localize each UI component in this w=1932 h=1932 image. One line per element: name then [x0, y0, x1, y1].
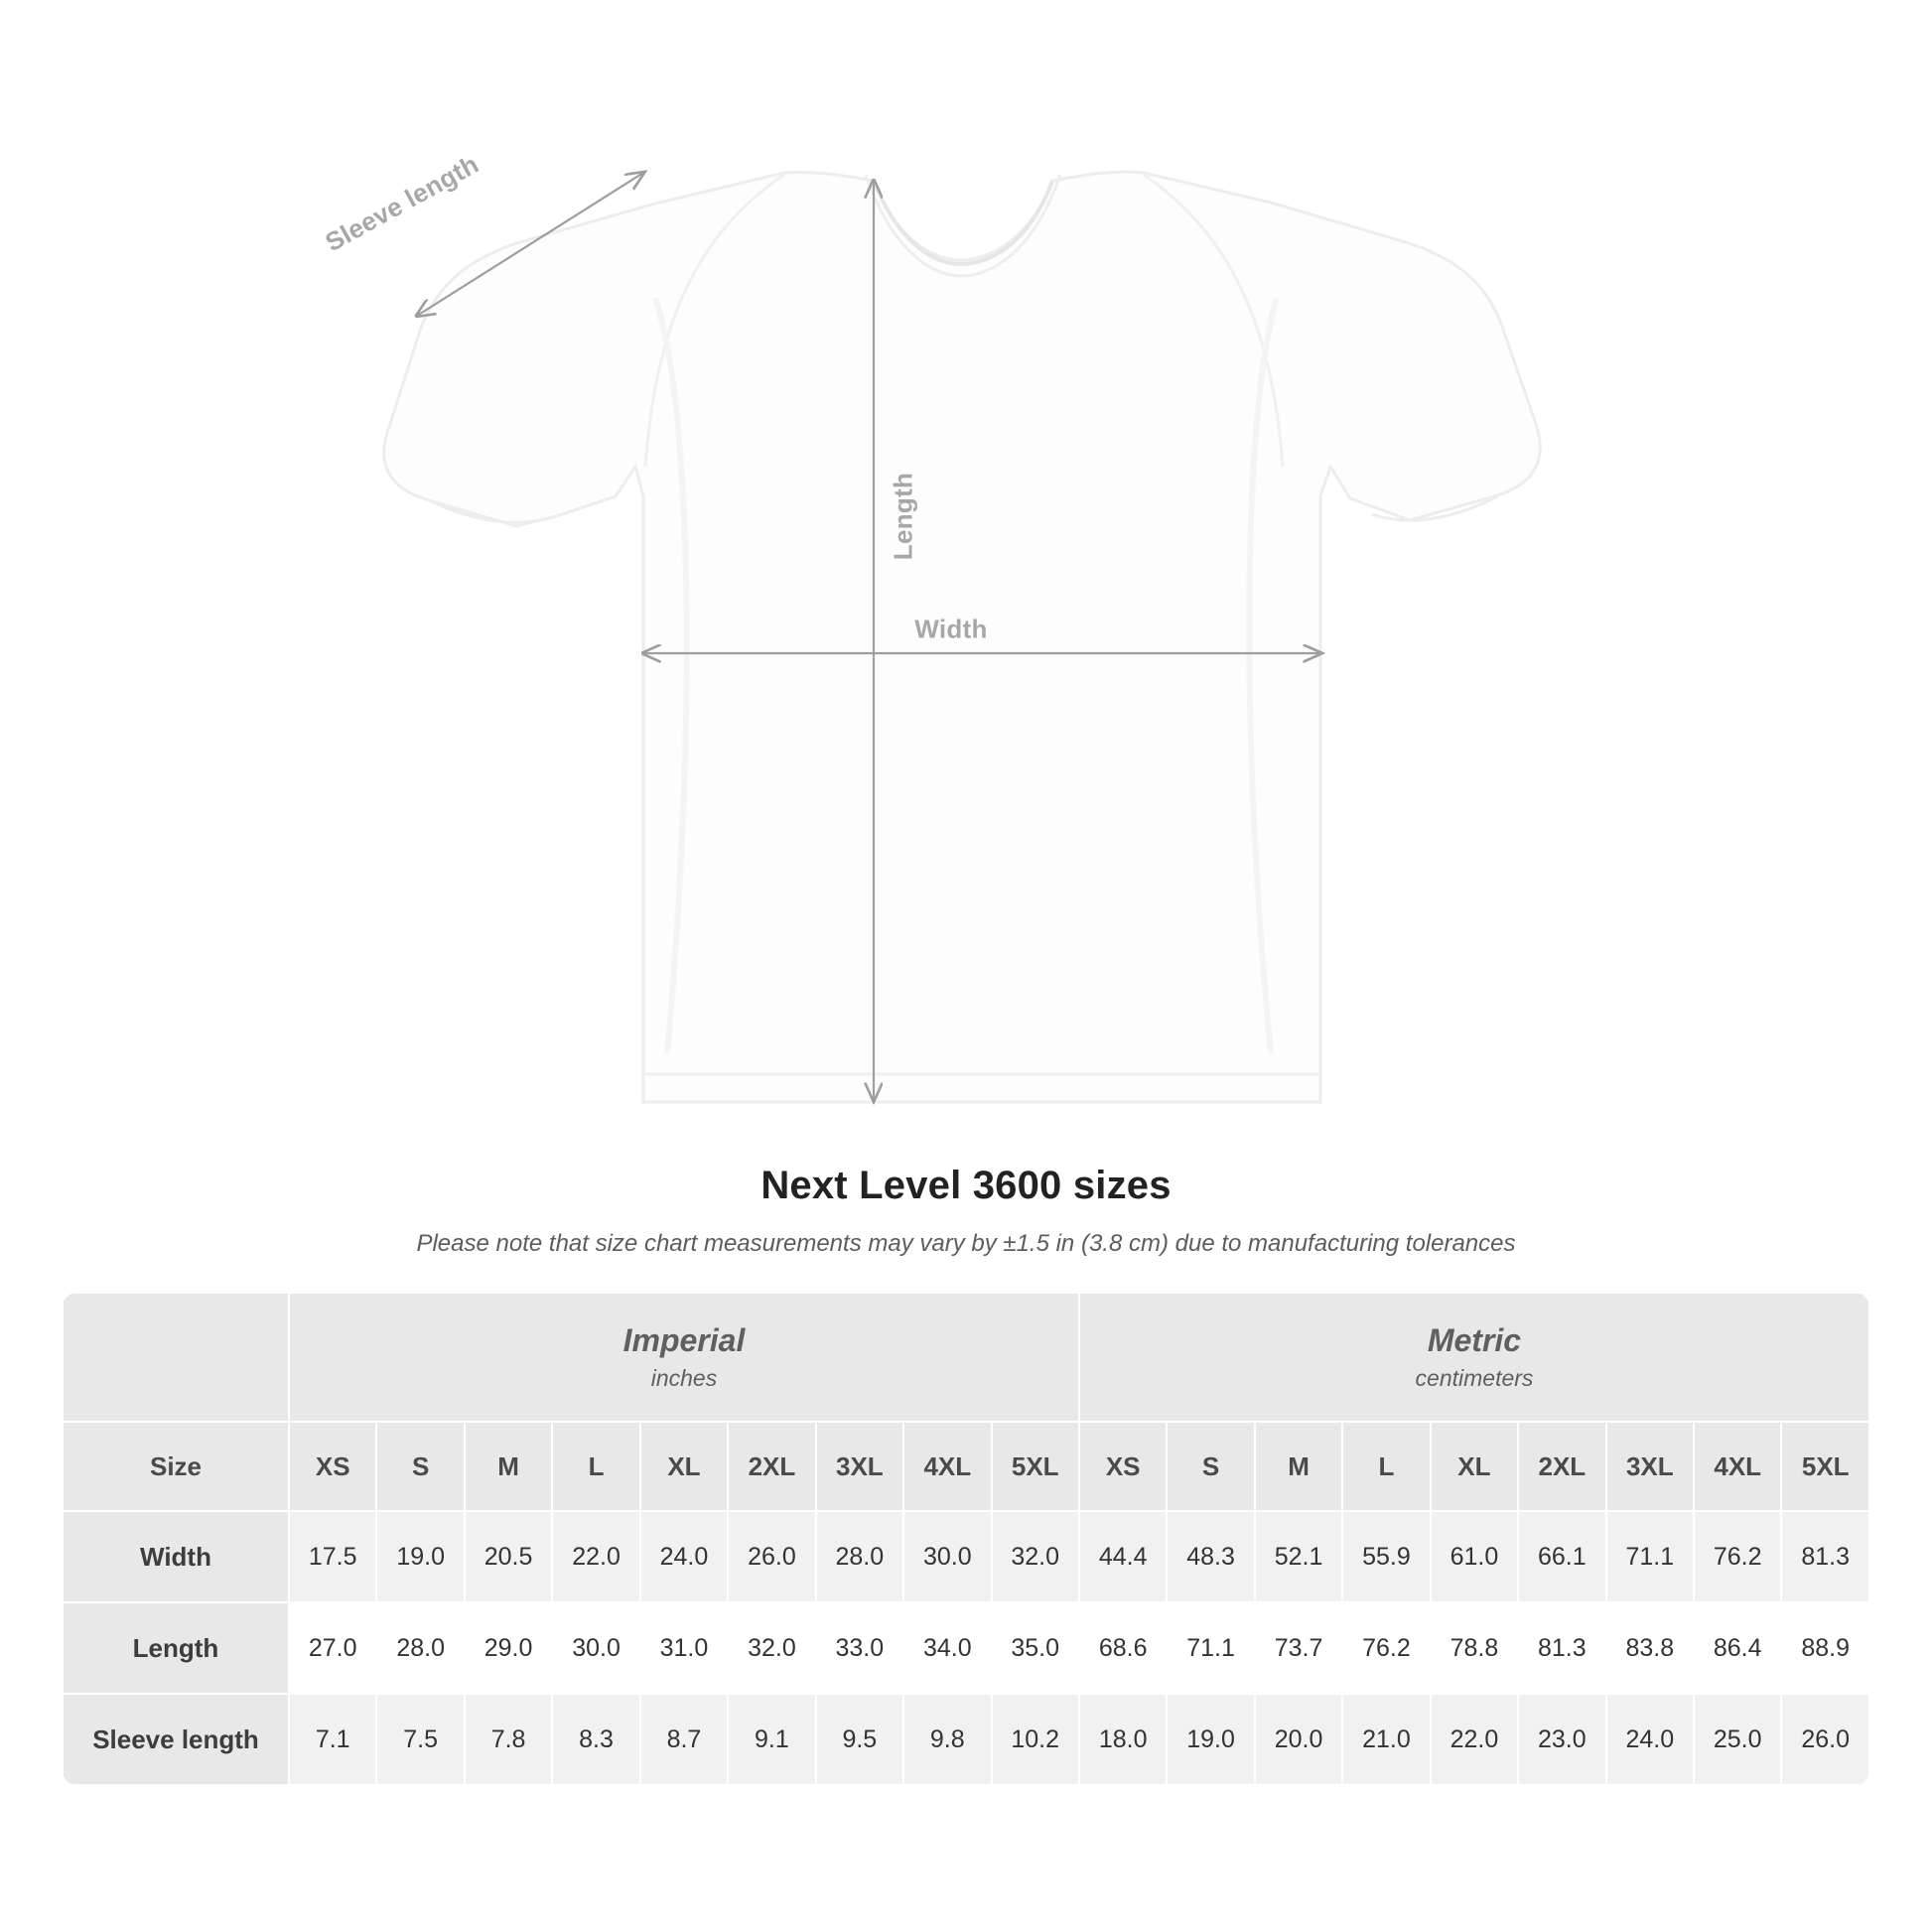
cell: 33.0: [816, 1602, 903, 1694]
size-header-cell: S: [376, 1422, 464, 1511]
cell: 29.0: [465, 1602, 552, 1694]
cell: 68.6: [1079, 1602, 1167, 1694]
size-header-cell: M: [1255, 1422, 1342, 1511]
cell: 22.0: [552, 1511, 639, 1602]
unit-sub-metric: centimeters: [1415, 1364, 1534, 1391]
cell: 61.0: [1431, 1511, 1518, 1602]
cell: 31.0: [640, 1602, 728, 1694]
cell: 76.2: [1342, 1602, 1430, 1694]
size-header-cell: XL: [1431, 1422, 1518, 1511]
cell: 20.0: [1255, 1694, 1342, 1785]
cell: 8.7: [640, 1694, 728, 1785]
table-corner-cell: [63, 1293, 289, 1422]
size-header-cell: XS: [1079, 1422, 1167, 1511]
size-header-cell: L: [552, 1422, 639, 1511]
cell: 25.0: [1694, 1694, 1781, 1785]
size-header-cell: 4XL: [1694, 1422, 1781, 1511]
cell: 20.5: [465, 1511, 552, 1602]
unit-header-metric: [1079, 1293, 1869, 1422]
cell: 35.0: [992, 1602, 1079, 1694]
size-header-label: Size: [63, 1422, 289, 1511]
cell: 9.1: [728, 1694, 815, 1785]
cell: 24.0: [640, 1511, 728, 1602]
tolerance-note: Please note that size chart measurements may vary by ±1.5 in (3.8 cm) due to manufacturing tolerances: [416, 1230, 1516, 1257]
size-header-cell: S: [1167, 1422, 1254, 1511]
size-header-cell: XL: [640, 1422, 728, 1511]
cell: 7.8: [465, 1694, 552, 1785]
size-header-cell: 3XL: [1606, 1422, 1694, 1511]
row-label-length: Length: [63, 1602, 289, 1694]
length-label: Length: [888, 472, 918, 561]
cell: 28.0: [376, 1602, 464, 1694]
cell: 9.8: [903, 1694, 991, 1785]
cell: 81.3: [1518, 1602, 1605, 1694]
cell: 17.5: [289, 1511, 376, 1602]
cell: 26.0: [1781, 1694, 1869, 1785]
size-header-row: [63, 1422, 1869, 1511]
unit-name-imperial: Imperial: [622, 1322, 746, 1359]
cell: 76.2: [1694, 1511, 1781, 1602]
cell: 7.1: [289, 1694, 376, 1785]
cell: 22.0: [1431, 1694, 1518, 1785]
size-header-cell: 4XL: [903, 1422, 991, 1511]
cell: 73.7: [1255, 1602, 1342, 1694]
cell: 10.2: [992, 1694, 1079, 1785]
cell: 18.0: [1079, 1694, 1167, 1785]
cell: 88.9: [1781, 1602, 1869, 1694]
cell: 52.1: [1255, 1511, 1342, 1602]
cell: 27.0: [289, 1602, 376, 1694]
size-table: [62, 1292, 1870, 1786]
size-header-cell: XS: [289, 1422, 376, 1511]
cell: 71.1: [1606, 1511, 1694, 1602]
cell: 30.0: [903, 1511, 991, 1602]
cell: 9.5: [816, 1694, 903, 1785]
cell: 78.8: [1431, 1602, 1518, 1694]
cell: 19.0: [1167, 1694, 1254, 1785]
unit-name-metric: Metric: [1427, 1322, 1522, 1359]
page-title: Next Level 3600 sizes: [760, 1164, 1172, 1207]
size-header-cell: 5XL: [992, 1422, 1079, 1511]
size-table-wrapper: [62, 1292, 1870, 1786]
cell: 30.0: [552, 1602, 639, 1694]
sleeve-length-label: Sleeve length: [320, 148, 484, 258]
width-label: Width: [914, 614, 988, 644]
size-header-cell: 3XL: [816, 1422, 903, 1511]
size-header-cell: M: [465, 1422, 552, 1511]
cell: 81.3: [1781, 1511, 1869, 1602]
unit-header-imperial: [289, 1293, 1079, 1422]
cell: 32.0: [992, 1511, 1079, 1602]
cell: 44.4: [1079, 1511, 1167, 1602]
title-block: [0, 1164, 1932, 1258]
cell: 48.3: [1167, 1511, 1254, 1602]
cell: 34.0: [903, 1602, 991, 1694]
unit-sub-imperial: inches: [650, 1364, 718, 1391]
cell: 26.0: [728, 1511, 815, 1602]
cell: 19.0: [376, 1511, 464, 1602]
cell: 21.0: [1342, 1694, 1430, 1785]
table-row: [63, 1511, 1869, 1602]
cell: 66.1: [1518, 1511, 1605, 1602]
cell: 23.0: [1518, 1694, 1605, 1785]
unit-header-row: [63, 1293, 1869, 1422]
cell: 24.0: [1606, 1694, 1694, 1785]
size-header-cell: 5XL: [1781, 1422, 1869, 1511]
cell: 28.0: [816, 1511, 903, 1602]
cell: 32.0: [728, 1602, 815, 1694]
table-row: [63, 1694, 1869, 1785]
cell: 71.1: [1167, 1602, 1254, 1694]
cell: 83.8: [1606, 1602, 1694, 1694]
cell: 7.5: [376, 1694, 464, 1785]
size-header-cell: 2XL: [1518, 1422, 1605, 1511]
cell: 86.4: [1694, 1602, 1781, 1694]
size-header-cell: L: [1342, 1422, 1430, 1511]
row-label-width: Width: [63, 1511, 289, 1602]
cell: 8.3: [552, 1694, 639, 1785]
size-header-cell: 2XL: [728, 1422, 815, 1511]
cell: 55.9: [1342, 1511, 1430, 1602]
table-row: [63, 1602, 1869, 1694]
row-label-sleeve-length: Sleeve length: [63, 1694, 289, 1785]
